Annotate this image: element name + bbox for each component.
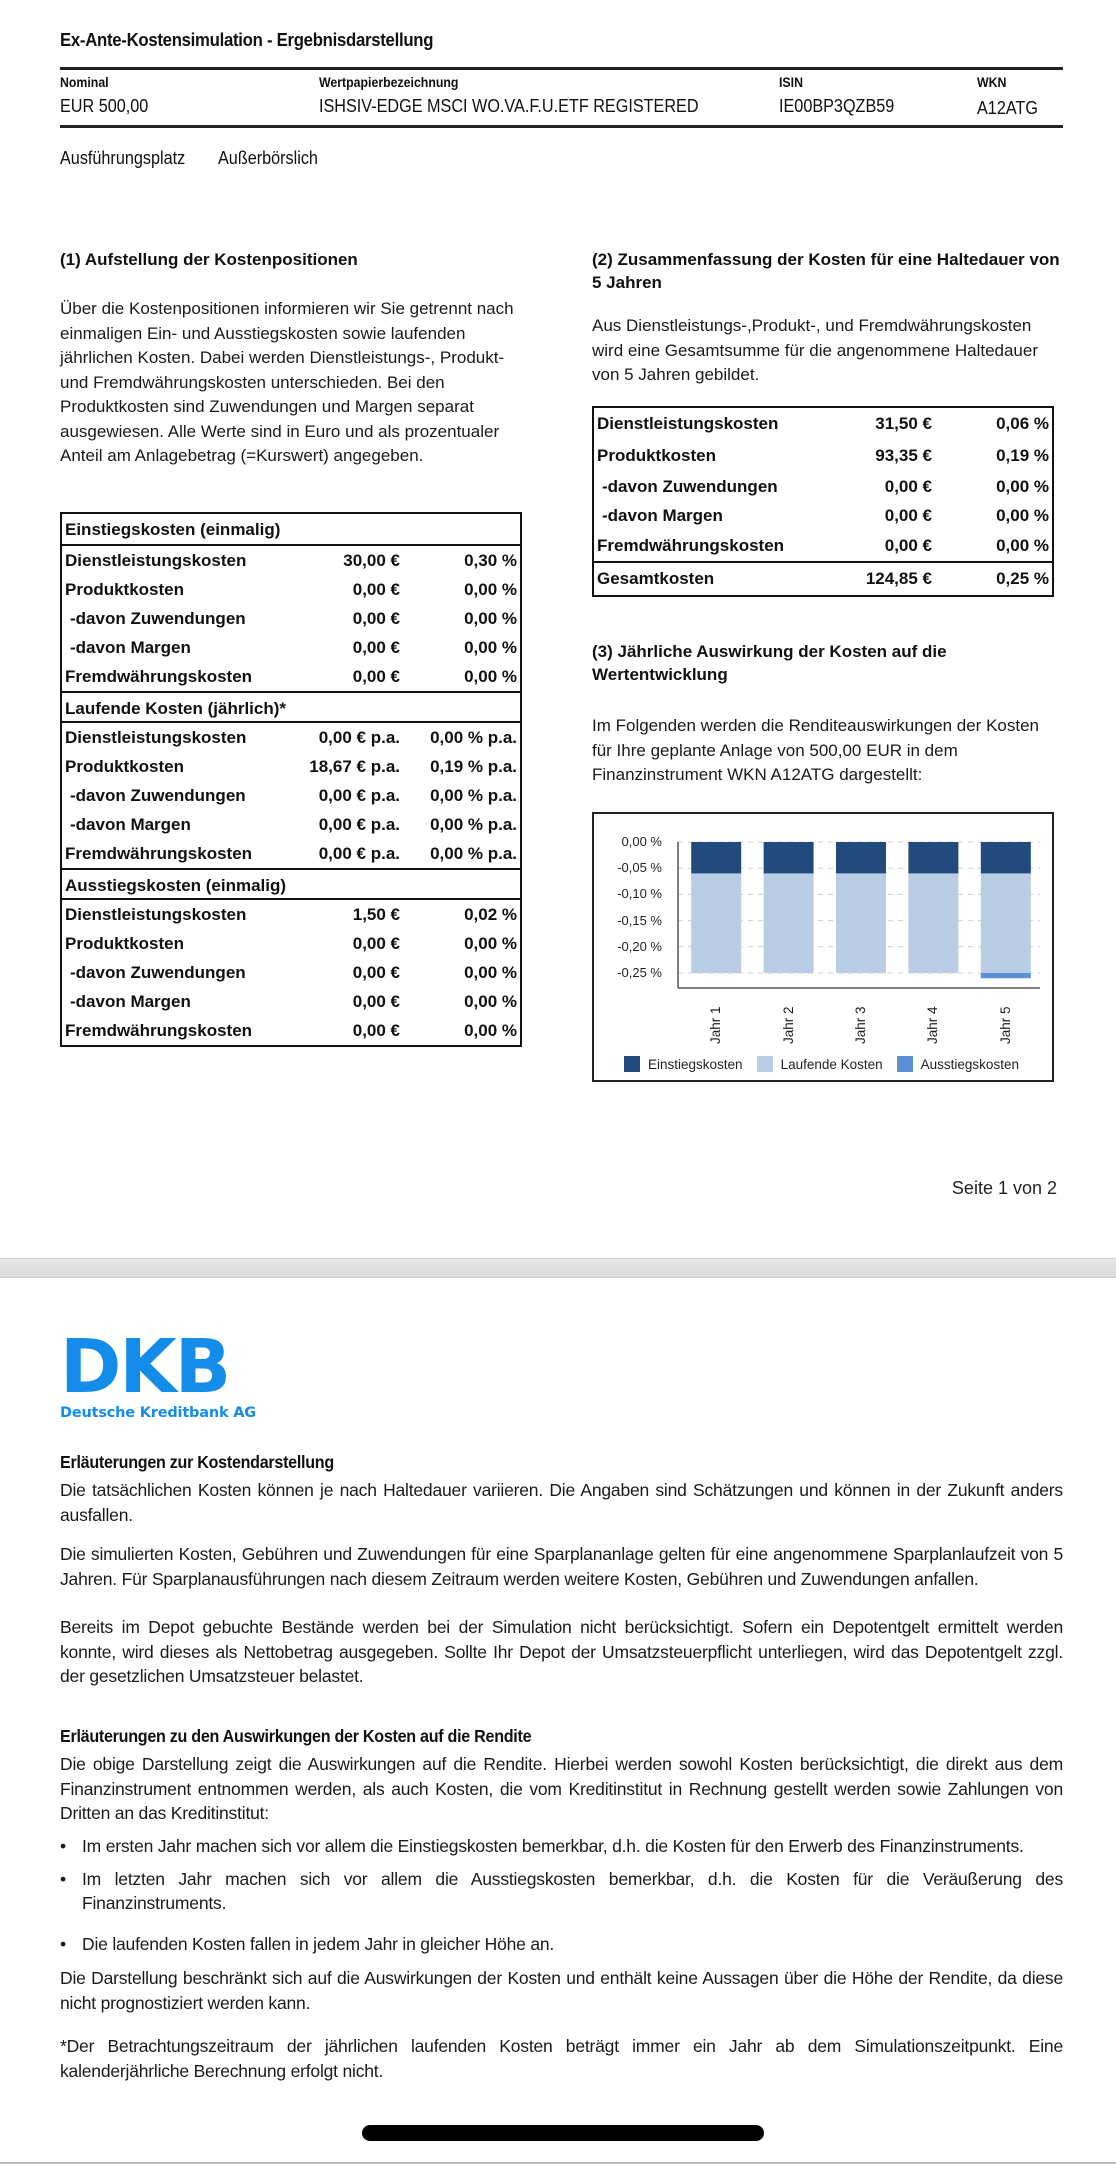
execution-venue-value: Außerbörslich bbox=[218, 148, 318, 168]
page-number: Seite 1 von 2 bbox=[951, 1178, 1057, 1198]
section-2-heading: (2) Zusammenfassung der Kosten für eine Haltedauer von 5 Jahren bbox=[592, 250, 1060, 292]
dkb-logo bbox=[60, 1324, 256, 1421]
y-tick-label: -0,10 % bbox=[617, 886, 662, 902]
table-row: -davon Zuwendungen 0,00 € 0,00 % bbox=[70, 608, 517, 628]
explanations-closing: Die Darstellung beschränkt sich auf die Auswirkungen der Kosten und enthält keine Aussagen über die Höhe der Rendite, da diese nicht prognostiziert werden kann. bbox=[60, 1968, 1063, 2013]
x-tick-label: Jahr 4 bbox=[925, 1006, 941, 1044]
nominal-value: EUR 500,00 bbox=[60, 96, 149, 116]
table-row: Dienstleistungskosten 0,00 € p.a. 0,00 % p.a. bbox=[65, 727, 517, 747]
explanations-cost-heading: Erläuterungen zur Kostendarstellung bbox=[60, 1452, 334, 1472]
chart-legend bbox=[624, 1056, 1019, 1072]
x-tick-label: Jahr 2 bbox=[780, 1006, 796, 1044]
nominal-label: Nominal bbox=[60, 74, 109, 90]
list-item: • Im ersten Jahr machen sich vor allem die Einstiegskosten bemerkbar, d.h. die Kosten für den Erwerb des Finanzinstruments. bbox=[60, 1834, 1063, 1859]
section-3-text: Im Folgenden werden die Renditeauswirkungen der Kosten für Ihre geplante Anlage von 500,00 EUR in dem Finanzinstrument WKN A12ATG dargestellt: bbox=[592, 716, 1039, 784]
x-tick-label: Jahr 1 bbox=[708, 1006, 724, 1044]
execution-venue-label: Ausführungsplatz bbox=[60, 148, 186, 168]
bullet-icon: • bbox=[60, 1933, 66, 1954]
security-column bbox=[319, 74, 741, 117]
isin-value: IE00BP3QZB59 bbox=[779, 96, 895, 116]
table-row: -davon Margen 0,00 € 0,00 % bbox=[70, 991, 517, 1011]
bullet-icon: • bbox=[60, 1836, 66, 1856]
table-row: -davon Margen 0,00 € 0,00 % bbox=[70, 637, 517, 657]
table-row: Produktkosten 93,35 € 0,19 % bbox=[597, 446, 1049, 465]
list-item: • Die laufenden Kosten fallen in jedem Jahr in gleicher Höhe an. bbox=[60, 1932, 1063, 1957]
wkn-label: WKN bbox=[977, 74, 1007, 90]
table-row: -davon Margen 0,00 € 0,00 % bbox=[602, 505, 1049, 525]
list-item: • Im letzten Jahr machen sich vor allem die Ausstiegskosten bemerkbar, d.h. die Kosten für die Veräußerung des Finanzinstruments. bbox=[60, 1868, 1063, 1913]
legend-entry-einstieg: Einstiegskosten bbox=[624, 1056, 743, 1072]
explanations-return-heading: Erläuterungen zu den Auswirkungen der Kosten auf die Rendite bbox=[60, 1726, 532, 1746]
table-row: Produktkosten 0,00 € 0,00 % bbox=[65, 933, 517, 953]
explanations-bullet-list bbox=[60, 1834, 1063, 1964]
dkb-logo-subtitle: Deutsche Kreditbank AG bbox=[60, 1405, 256, 1421]
table-row: Fremdwährungskosten 0,00 € 0,00 % bbox=[597, 535, 1049, 555]
table-row: -davon Zuwendungen 0,00 € 0,00 % bbox=[70, 962, 517, 982]
header-rule-top bbox=[60, 67, 1063, 70]
group-heading-exit: Ausstiegskosten (einmalig) bbox=[62, 868, 520, 900]
table-row: Fremdwährungskosten 0,00 € p.a. 0,00 % p.a. bbox=[65, 843, 517, 863]
cost-summary-table bbox=[592, 406, 1054, 597]
cost-impact-chart bbox=[592, 812, 1054, 1082]
table-row: Dienstleistungskosten 1,50 € 0,02 % bbox=[65, 904, 517, 924]
table-row: -davon Margen 0,00 € p.a. 0,00 % p.a. bbox=[70, 814, 517, 834]
section-1-text: Über die Kostenpositionen informieren wir Sie getrennt nach einmaligen Ein- und Ausstiegskosten sowie laufenden jährlichen Kosten. Dabei werden Dienstleistungs-, Produkt- und Fremdwährungskosten unterschieden. Bei den Produktkosten sind Zuwendungen und Margen separat ausgewiesen. Alle Werte sind in Euro und als prozentualer Anteil am Anlagebetrag (=Kurswert) angegeben. bbox=[60, 299, 514, 465]
wkn-column bbox=[977, 74, 1045, 119]
wkn-value: A12ATG bbox=[977, 98, 1038, 118]
table-row: Dienstleistungskosten 30,00 € 0,30 % bbox=[65, 550, 517, 570]
y-tick-label: -0,05 % bbox=[617, 860, 662, 876]
document-title: Ex-Ante-Kostensimulation - Ergebnisdarstellung bbox=[60, 30, 434, 50]
explanations-paragraph: Die tatsächlichen Kosten können je nach Haltedauer variieren. Die Angaben sind Schätzungen und können in der Zukunft anders ausfallen. bbox=[60, 1480, 1063, 1525]
section-3-heading: (3) Jährliche Auswirkung der Kosten auf die Wertentwicklung bbox=[592, 642, 947, 684]
y-tick-label: 0,00 % bbox=[621, 834, 662, 849]
nominal-column bbox=[60, 74, 158, 117]
page-separator bbox=[0, 1258, 1116, 1278]
legend-entry-laufend: Laufende Kosten bbox=[757, 1056, 883, 1072]
home-indicator[interactable] bbox=[362, 2125, 764, 2141]
legend-swatch bbox=[757, 1056, 773, 1072]
explanations-return-intro: Die obige Darstellung zeigt die Auswirkungen auf die Rendite. Hierbei werden sowohl Kosten berücksichtigt, die direkt aus dem Finanzinstrument entnommen werden, als auch Kosten, die vom Kreditinstitut in Rechnung gestellt werden sowie Zahlungen von Dritten an das Kreditinstitut: bbox=[60, 1754, 1063, 1823]
cost-positions-table bbox=[60, 512, 522, 1047]
legend-swatch bbox=[624, 1056, 640, 1072]
table-row: Dienstleistungskosten 31,50 € 0,06 % bbox=[597, 414, 1049, 433]
bullet-icon: • bbox=[60, 1868, 66, 1889]
isin-column bbox=[779, 74, 907, 117]
x-tick-label: Jahr 3 bbox=[853, 1006, 868, 1044]
legend-entry-ausstieg: Ausstiegskosten bbox=[897, 1056, 1019, 1072]
table-row: Fremdwährungskosten 0,00 € 0,00 % bbox=[65, 666, 517, 686]
section-2-text: Aus Dienstleistungs-,Produkt-, und Fremdwährungskosten wird eine Gesamtsumme für die angenommene Haltedauer von 5 Jahren gebildet. bbox=[592, 316, 1039, 384]
y-tick-label: -0,15 % bbox=[617, 912, 662, 928]
table-row: Fremdwährungskosten 0,00 € 0,00 % bbox=[65, 1020, 517, 1040]
isin-label: ISIN bbox=[779, 74, 803, 90]
explanations-paragraph: Die simulierten Kosten, Gebühren und Zuwendungen für eine Sparplananlage gelten für eine angenommene Sparplanlaufzeit von 5 Jahren. Für Sparplanausführungen nach diesem Zeitraum werden weitere Kosten, Gebühren und Zuwendungen anfallen. bbox=[60, 1544, 1063, 1589]
footnote: *Der Betrachtungszeitraum der jährlichen laufenden Kosten beträgt immer ein Jahr ab dem Simulationszeitpunkt. Eine kalenderjährliche Berechnung erfolgt nicht. bbox=[60, 2036, 1063, 2081]
y-tick-label: -0,25 % bbox=[617, 965, 662, 980]
total-row: Gesamtkosten 124,85 € 0,25 % bbox=[594, 561, 1052, 595]
table-row: -davon Zuwendungen 0,00 € 0,00 % bbox=[602, 476, 1049, 496]
security-value: ISHSIV-EDGE MSCI WO.VA.F.U.ETF REGISTERED bbox=[319, 96, 699, 116]
group-heading-running: Laufende Kosten (jährlich)* bbox=[62, 691, 520, 723]
table-row: -davon Zuwendungen 0,00 € p.a. 0,00 % p.a. bbox=[70, 785, 517, 805]
table-row: Produktkosten 0,00 € 0,00 % bbox=[65, 579, 517, 599]
security-label: Wertpapierbezeichnung bbox=[319, 74, 459, 90]
group-heading-entry: Einstiegskosten (einmalig) bbox=[62, 514, 520, 546]
legend-swatch bbox=[897, 1056, 913, 1072]
table-row: Produktkosten 18,67 € p.a. 0,19 % p.a. bbox=[65, 756, 517, 776]
document-page-2 bbox=[0, 1278, 1116, 2164]
y-tick-label: -0,20 % bbox=[617, 938, 662, 954]
x-tick-label: Jahr 5 bbox=[997, 1006, 1013, 1044]
stacked-bar-chart bbox=[594, 814, 1052, 1080]
section-1-heading: (1) Aufstellung der Kostenpositionen bbox=[60, 250, 358, 269]
dkb-logo-mark: DKB bbox=[60, 1324, 230, 1410]
explanations-paragraph: Bereits im Depot gebuchte Bestände werden bei der Simulation nicht berücksichtigt. Sofern ein Depotentgelt ermittelt werden konnte, wird dieses als Nettobetrag ausgegeben. Sollte Ihr Depot der Umsatzsteuerpflicht unterliegen, wird das Depotentgelt zzgl. der gesetzlichen Umsatzsteuer belastet. bbox=[60, 1617, 1063, 1686]
header-rule-bottom bbox=[60, 125, 1063, 128]
